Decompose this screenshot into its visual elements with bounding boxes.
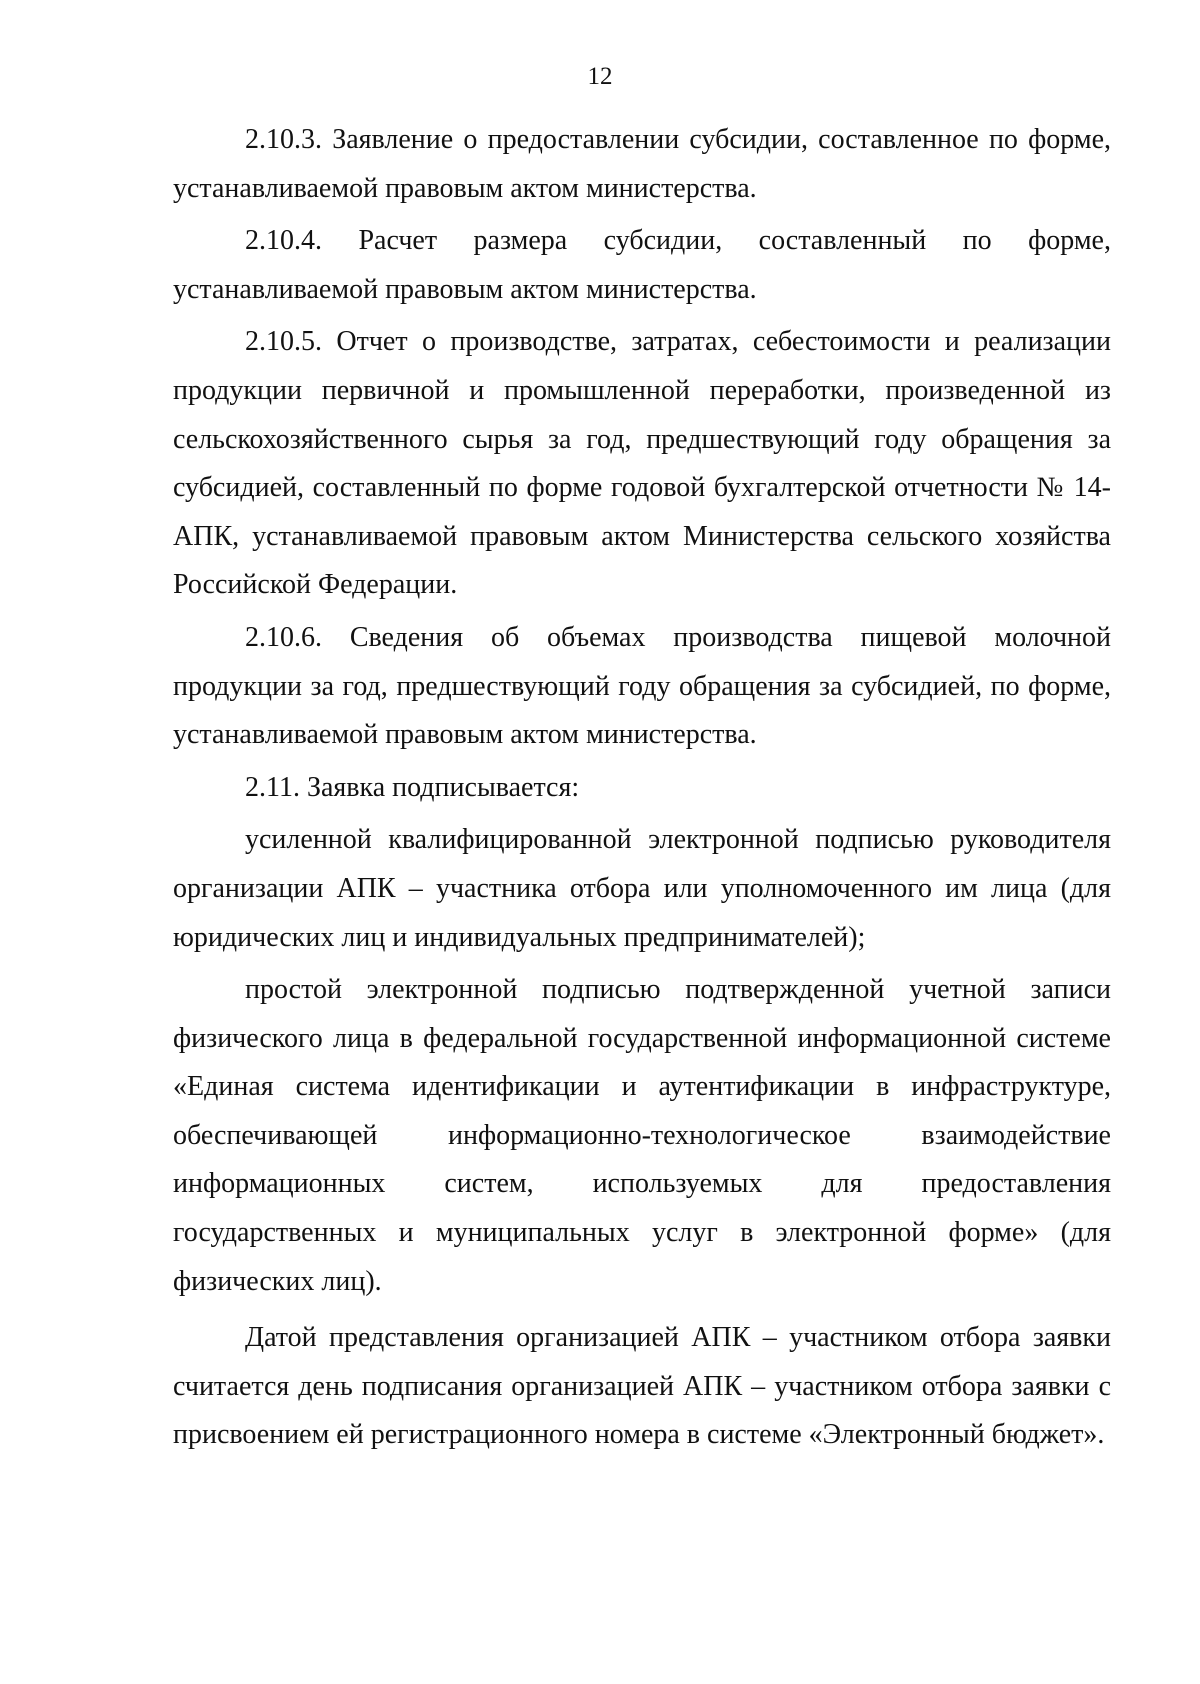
paragraph-2-10-4: 2.10.4. Расчет размера субсидии, составленный по форме, устанавливаемой правовым актом министерства. — [173, 225, 1111, 305]
paragraph-2-10-3: 2.10.3. Заявление о предоставлении субсидии, составленное по форме, устанавливаемой правовым актом министерства. — [173, 124, 1111, 204]
paragraph-2-10-6: 2.10.6. Сведения об объемах производства пищевой молочной продукции за год, предшествующий году обращения за субсидией, по форме, устанавливаемой правовым актом министерства. — [173, 621, 1111, 751]
paragraph-signature-qualified: усиленной квалифицированной электронной подписью руководителя организации АПК – участника отбора или уполномоченного им лица (для юридических лиц и индивидуальных предпринимателей); — [173, 824, 1111, 953]
paragraph-2-11: 2.11. Заявка подписывается: — [245, 771, 580, 803]
paragraph-signature-simple: простой электронной подписью подтвержденной учетной записи физического лица в федеральной государственной информационной системе «Единая система идентификации и аутентификации в инфраструктуре, обеспечивающей информационно-технологическое взаимодействие информационных систем, используемых для предоставления государственных и муниципальных услуг в электронной форме» (для физических лиц). — [173, 974, 1111, 1297]
paragraph-2-10-5: 2.10.5. Отчет о производстве, затратах, себестоимости и реализации продукции первичной и промышленной переработки, произведенной из сельскохозяйственного сырья за год, предшествующий году обращения за субсидией, составленный по форме годовой бухгалтерской отчетности № 14-АПК, устанавливаемой правовым актом Министерства сельского хозяйства Российской Федерации. — [173, 326, 1111, 601]
page-number: 12 — [587, 63, 613, 90]
document-body — [173, 116, 1111, 1464]
paragraph-submission-date: Датой представления организацией АПК – участником отбора заявки считается день подписания организацией АПК – участником отбора заявки с присвоением ей регистрационного номера в системе «Электронный бюджет». — [173, 1322, 1111, 1451]
